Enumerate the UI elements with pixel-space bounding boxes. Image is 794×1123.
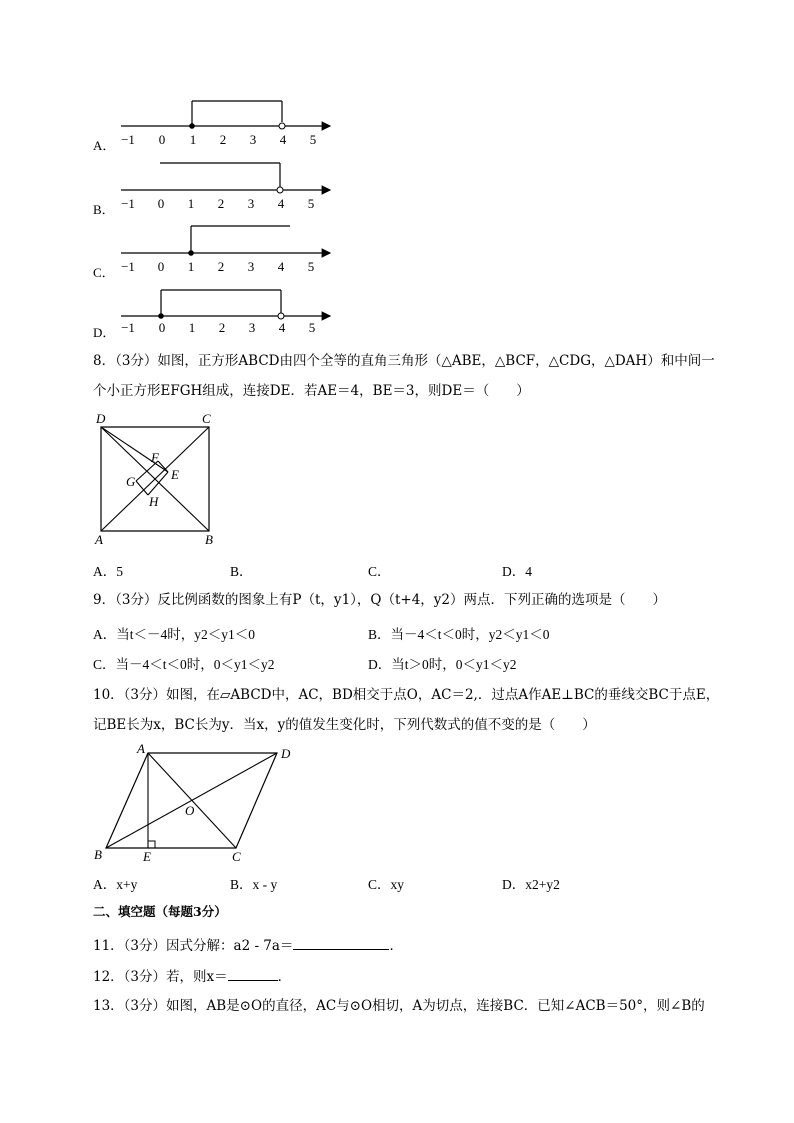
q9-option-c[interactable]: C．当－4＜t＜0时，0＜y1＜y2 [93,657,275,672]
open-dot [277,187,283,193]
question-13: 13．（3分）如图，AB是⊙O的直径，AC与⊙O相切，A为切点，连接BC．已知∠ACB＝50°，则∠B的 [93,998,705,1014]
question-10-line-1: 10．（3分）如图，在▱ABCD中，AC，BD相交于点O，AC＝2,．过点A作AE⊥BC的垂线交BC于点E， [93,687,720,703]
tick-label: 0 [157,259,165,274]
q10-option-d[interactable]: D．x2+y2 [502,877,560,892]
option-label: D． [93,325,116,340]
closed-dot [189,123,195,129]
point-label-f: F [151,450,159,465]
number-line-b [121,163,330,193]
tick-label: 1 [187,259,195,274]
answer-blank[interactable] [228,966,278,981]
point-label-d: D [281,746,291,761]
option-label: C． [93,265,115,280]
parallelogram-figure [0,740,320,870]
section-heading: 二、填空题（每题3分） [93,904,227,919]
number-line-d [121,290,330,319]
tick-label: −1 [121,320,135,335]
question-9-stem: 9．（3分）反比例函数的图象上有P（t，y1），Q（t+4，y2）两点．下列正确的选项是（ ） [93,592,667,608]
closed-dot [188,250,194,256]
question-10-line-2: 记BE长为x，BC长为y．当x，y的值发生变化时，下列代数式的值不变的是（ ） [93,717,596,733]
q10-option-b[interactable]: B．x - y [230,877,278,892]
q9-option-b[interactable]: B．当－4＜t＜0时，y2＜y1＜0 [368,627,550,642]
question-12-prefix: 12．（3分）若，则x＝ [93,969,228,985]
q8-option-c[interactable]: C． [368,564,391,579]
point-label-a: A [137,741,145,756]
tick-label: 2 [218,320,226,335]
point-label-o: O [185,803,195,818]
tick-label: 1 [189,132,197,147]
tick-label: 3 [247,196,255,211]
tick-label: 0 [158,132,166,147]
tick-label: 4 [277,259,285,274]
option-label: B． [93,202,115,217]
tick-label: 4 [279,132,287,147]
point-label-c: C [232,849,241,864]
tick-label: −1 [121,196,135,211]
question-11 [93,935,403,955]
tick-label: 2 [219,132,227,147]
tick-label: 3 [248,320,256,335]
q9-option-a[interactable]: A．当t＜－4时，y2＜y1＜0 [93,627,255,642]
tick-label: 5 [308,320,316,335]
question-8-line-2: 个小正方形EFGH组成，连接DE．若AE＝4，BE＝3，则DE＝（ ） [93,383,530,399]
q10-option-a[interactable]: A．x+y [93,877,138,892]
q9-option-d[interactable]: D．当t＞0时，0＜y1＜y2 [368,657,517,672]
point-label-g: G [126,474,136,489]
tick-label: −1 [121,259,135,274]
tick-label: 4 [277,196,285,211]
number-line-a [121,101,330,129]
point-label-a: A [95,532,103,547]
answer-blank[interactable] [293,935,389,950]
point-label-c: C [202,411,211,426]
question-8-line-1: 8．（3分）如图，正方形ABCD由四个全等的直角三角形（△ABE，△BCF，△CDG，△DAH）和中间一 [93,353,715,369]
tick-label: 3 [247,259,255,274]
q8-option-a[interactable]: A．5 [93,564,123,579]
q10-option-c[interactable]: C．xy [368,877,405,892]
number-line-c [121,226,330,256]
point-label-d: D [96,411,106,426]
closed-dot [158,313,164,319]
open-dot [278,313,284,319]
tick-label: 5 [307,196,315,211]
tick-label: 1 [188,320,196,335]
tick-label: 0 [157,196,165,211]
point-label-b: B [94,847,102,862]
option-label: A． [93,138,116,153]
q8-option-b[interactable]: B． [230,564,253,579]
point-label-h: H [149,494,159,509]
tick-label: 3 [249,132,257,147]
question-12-suffix: ． [277,969,292,985]
tick-label: 2 [217,259,225,274]
q8-option-d[interactable]: D．4 [502,564,532,579]
tick-label: −1 [121,132,135,147]
tick-label: 4 [278,320,286,335]
point-label-e: E [143,849,151,864]
tick-label: 2 [217,196,225,211]
open-dot [279,123,285,129]
tick-label: 5 [309,132,317,147]
number-line-figures [0,0,794,345]
tick-label: 1 [187,196,195,211]
question-11-prefix: 11．（3分）因式分解：a2 - 7a＝ [93,938,294,954]
tick-label: 5 [307,259,315,274]
tick-label: 0 [158,320,166,335]
point-label-e: E [171,467,179,482]
question-12 [93,966,291,986]
point-label-b: B [205,532,213,547]
question-11-suffix: ． [389,938,403,954]
